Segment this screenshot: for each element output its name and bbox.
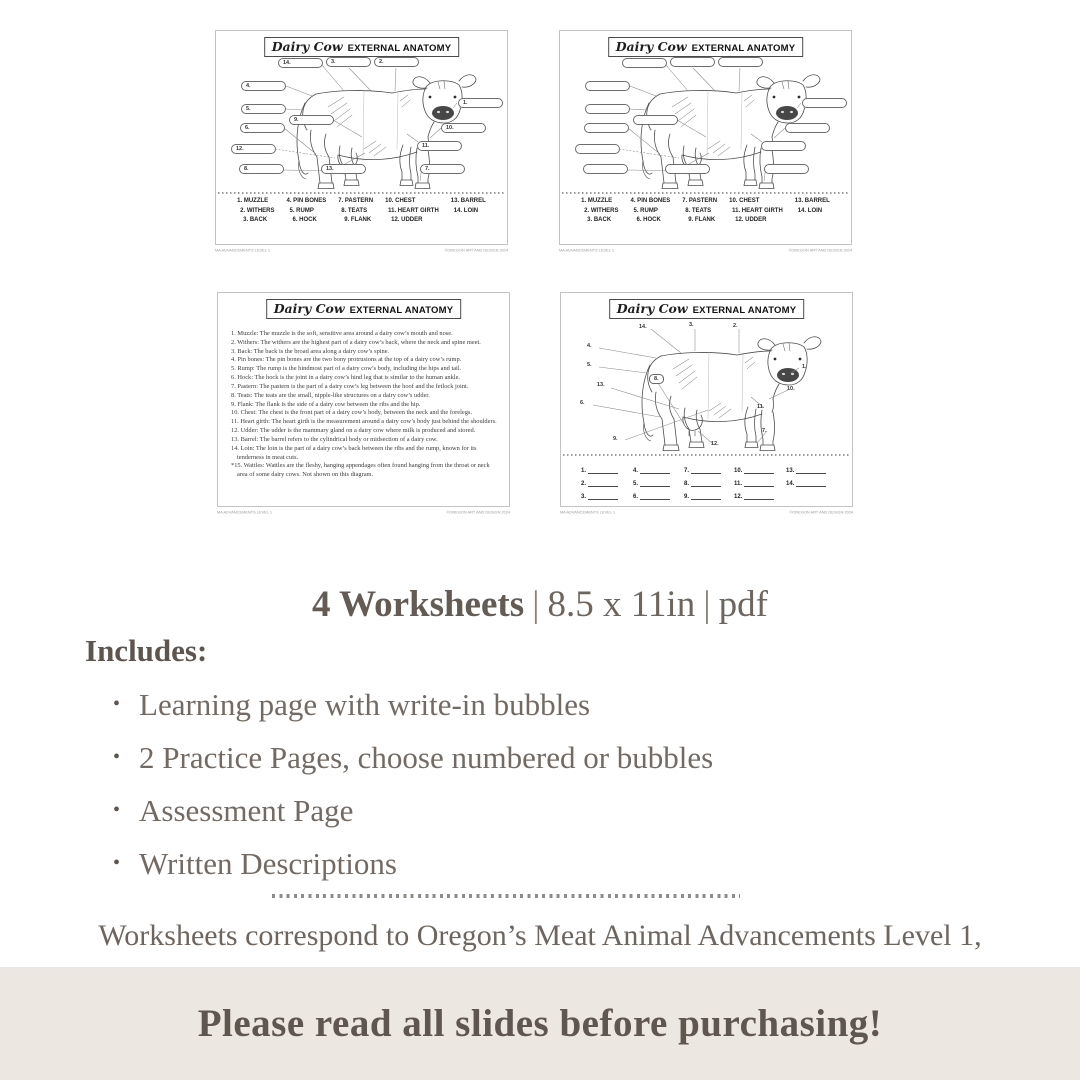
word-item: 10. CHEST	[729, 198, 760, 204]
blank-bubble	[584, 123, 629, 133]
cut-line	[563, 454, 850, 456]
pointer-number: 13.	[597, 382, 605, 388]
footer-left: MA ADVANCEMENTS LEVEL 1	[215, 249, 271, 253]
worksheet-page	[559, 30, 852, 245]
word-item: 7. PASTERN	[338, 198, 374, 204]
answer-number: 6.	[633, 494, 639, 500]
worksheet-title-script: Dairy Cow	[271, 39, 343, 54]
bubble-number: 11.	[422, 143, 430, 149]
bubble-number: 9.	[294, 117, 299, 123]
word-list	[560, 198, 851, 223]
list-item	[113, 793, 1040, 828]
word-item: 10. CHEST	[385, 198, 416, 204]
bubble-number: 10.	[446, 125, 454, 131]
description-item: 6. Hock: The hock is the joint in a dairy cow’s hind leg that is similar to the human ankle.	[231, 374, 461, 382]
word-item: 11. HEART GIRTH	[388, 207, 439, 214]
label-bubble	[240, 123, 285, 133]
label-bubble	[420, 164, 465, 174]
word-item: 14. LOIN	[453, 207, 479, 214]
description-item: 13. Barrel: The barrel refers to the cylindrical body or midsection of a dairy cow.	[231, 435, 438, 443]
footer-left: MA ADVANCEMENTS LEVEL 1	[217, 511, 273, 515]
description-list	[231, 330, 500, 480]
word-item: 2. WITHERS	[584, 207, 619, 214]
blank-bubble	[575, 144, 620, 154]
label-bubble	[374, 57, 419, 67]
label-bubble	[231, 144, 276, 154]
pointer-lines	[593, 329, 799, 444]
bullet-icon: •	[113, 693, 121, 715]
label-bubble	[458, 98, 503, 108]
answer-column	[786, 461, 826, 487]
word-item: 12. UDDER	[391, 217, 423, 223]
word-list	[216, 198, 507, 223]
label-bubble	[326, 57, 371, 67]
worksheet-title	[608, 37, 804, 57]
includes-list	[113, 687, 1040, 899]
answer-column	[684, 461, 721, 500]
word-item: 2. WITHERS	[240, 207, 275, 214]
cut-line	[218, 192, 505, 194]
answer-column	[734, 461, 774, 500]
description-item: 1. Muzzle: The muzzle is the soft, sensitive area around a dairy cow’s mouth and nose.	[231, 330, 453, 337]
word-item: 9. FLANK	[688, 217, 716, 223]
word-item: 13. BARREL	[450, 198, 486, 204]
answer-blank	[640, 467, 670, 474]
answer-blank	[588, 467, 618, 474]
bubble-number: 6.	[245, 125, 250, 131]
worksheet-page	[217, 292, 510, 507]
word-item: 1. MUZZLE	[237, 198, 269, 204]
pointer-number: 5.	[587, 362, 592, 368]
bullet-icon: •	[113, 799, 121, 821]
answer-blank	[588, 493, 618, 500]
answer-blank	[744, 493, 774, 500]
answer-number: 10.	[734, 468, 743, 474]
product-heading	[0, 583, 1080, 626]
blank-bubble	[583, 164, 628, 174]
pointer-number: 9.	[613, 436, 618, 442]
worksheet-page	[215, 30, 508, 245]
bubble-number: 13.	[326, 166, 334, 172]
label-bubble	[321, 164, 366, 174]
bubble-number: 8.	[244, 166, 249, 172]
worksheet-title-caps: EXTERNAL ANATOMY	[347, 43, 452, 54]
footer-right: ©OREGON ART AND DESIGN 2024	[788, 249, 853, 253]
answer-column	[581, 461, 618, 500]
word-item: 8. TEATS	[341, 207, 368, 214]
description-item: 4. Pin bones: The pin bones are the two bony protrusions at the top of a dairy cow’s rump.	[231, 356, 462, 364]
worksheet-title-caps: EXTERNAL ANATOMY	[691, 43, 796, 54]
label-bubble	[441, 123, 486, 133]
list-item-text: Written Descriptions	[139, 846, 397, 881]
label-bubble	[239, 164, 284, 174]
worksheet-title	[266, 299, 462, 319]
dotted-divider	[272, 894, 740, 898]
pointer-number: 2.	[733, 323, 738, 329]
description-item: 5. Rump: The rump is the hindmost part of a dairy cow’s body, including the hips and tail.	[231, 365, 462, 373]
blank-bubble	[802, 98, 847, 108]
heading-divider: |	[532, 584, 540, 625]
worksheet-title-script: Dairy Cow	[273, 301, 345, 316]
word-item: 4. PIN BONES	[286, 198, 327, 204]
bubble-number: 7.	[425, 166, 430, 172]
answer-number: 12.	[734, 494, 743, 500]
word-item: 1. MUZZLE	[581, 198, 613, 204]
word-item: 13. BARREL	[794, 198, 830, 204]
word-item: 5. RUMP	[633, 207, 658, 214]
word-item: 3. BACK	[243, 217, 268, 223]
label-bubble	[289, 115, 334, 125]
word-item: 6. HOCK	[292, 217, 317, 223]
blank-bubble	[670, 57, 715, 67]
pointer-number: 6.	[580, 400, 585, 406]
blank-bubble	[764, 164, 809, 174]
answer-number: 2.	[581, 481, 587, 487]
description-item: *15. Wattles: Wattles are the fleshy, hanging appendages often found hanging from the throat or neck area of some dairy cows. Not shown on this diagram.	[231, 462, 490, 479]
answer-number: 4.	[633, 468, 639, 474]
answer-blank	[796, 467, 826, 474]
word-item: 6. HOCK	[636, 217, 661, 223]
answer-number: 11.	[734, 481, 743, 487]
worksheet-practice-bubbles-numbered	[215, 30, 508, 255]
worksheet-title-caps: EXTERNAL ANATOMY	[349, 305, 454, 316]
description-item: 10. Chest: The chest is the front part of a dairy cow’s body, between the neck and the forelegs.	[231, 409, 472, 417]
worksheet-title-script: Dairy Cow	[616, 301, 688, 316]
answer-number: 8.	[684, 481, 690, 487]
answer-number: 9.	[684, 494, 690, 500]
answer-number: 7.	[684, 468, 690, 474]
list-item	[113, 687, 1040, 722]
answer-blank	[691, 493, 721, 500]
footer-right: ©OREGON ART AND DESIGN 2024	[789, 511, 854, 515]
worksheet-footer	[217, 511, 510, 515]
bubble-number: 5.	[246, 106, 251, 112]
footer-left: MA ADVANCEMENTS LEVEL 1	[560, 511, 616, 515]
list-item-text: Learning page with write-in bubbles	[139, 687, 591, 722]
blank-bubble	[718, 57, 763, 67]
word-item: 8. TEATS	[685, 207, 712, 214]
description-item: 8. Teats: The teats are the small, nipple-like structures on a dairy cow’s udder.	[231, 391, 430, 399]
bubble-number: 1.	[463, 100, 468, 106]
description-item: 7. Pastern: The pastern is the part of a dairy cow’s leg between the hoof and the fetlock joint.	[231, 382, 469, 390]
footer-banner	[0, 967, 1080, 1080]
worksheet-title-script: Dairy Cow	[615, 39, 687, 54]
list-item	[113, 740, 1040, 775]
worksheet-footer	[559, 249, 852, 253]
word-item: 9. FLANK	[344, 217, 372, 223]
file-format: pdf	[718, 584, 768, 625]
blank-bubble	[633, 115, 678, 125]
list-item-text: 2 Practice Pages, choose numbered or bubbles	[139, 740, 714, 775]
worksheet-title	[609, 299, 805, 319]
blank-bubble	[665, 164, 710, 174]
answer-column	[633, 461, 670, 500]
footer-right: ©OREGON ART AND DESIGN 2024	[444, 249, 509, 253]
pointer-number: 1.	[802, 364, 807, 370]
pointer-number: 14.	[639, 324, 647, 330]
pointer-number: 4.	[587, 343, 592, 349]
description-item: 11. Heart girth: The heart girth is the measurement around a dairy cow’s body just behind the shoulders.	[231, 418, 497, 426]
word-item: 7. PASTERN	[682, 198, 718, 204]
blank-bubble	[761, 141, 806, 151]
label-bubble	[278, 58, 323, 68]
worksheet-page	[560, 292, 853, 507]
bubble-number: 14.	[283, 60, 291, 66]
pointer-number: 10.	[787, 386, 795, 392]
pointer-number: 3.	[689, 322, 694, 328]
list-item-text: Assessment Page	[139, 793, 354, 828]
correspondence-note: Worksheets correspond to Oregon’s Meat Animal Advancements Level 1,	[98, 919, 982, 952]
label-bubble	[241, 81, 286, 91]
word-item: 12. UDDER	[735, 217, 767, 223]
answer-blank	[640, 493, 670, 500]
bullet-icon: •	[113, 852, 121, 874]
bubble-number: 3.	[331, 59, 336, 65]
answer-blank	[796, 480, 826, 487]
word-item: 11. HEART GIRTH	[732, 207, 783, 214]
worksheet-title-caps: EXTERNAL ANATOMY	[692, 305, 797, 316]
pointer-number: 12.	[711, 441, 719, 447]
description-item: 12. Udder: The udder is the mammary gland on a dairy cow where milk is produced and stored.	[231, 427, 476, 435]
answer-blank	[744, 467, 774, 474]
description-item: 2. Withers: The withers are the highest part of a dairy cow’s back, where the neck and spine meet.	[231, 338, 481, 346]
word-item: 3. BACK	[587, 217, 612, 223]
description-item: 3. Back: The back is the broad area along a dairy cow’s spine.	[231, 347, 390, 355]
worksheet-footer	[560, 511, 853, 515]
dimensions: 8.5 x 11in	[547, 584, 696, 625]
answer-blank	[744, 480, 774, 487]
bubble-number: 2.	[379, 59, 384, 65]
worksheet-assessment	[560, 292, 853, 517]
bubble-number: 4.	[246, 83, 251, 89]
includes-label: Includes:	[85, 633, 208, 668]
label-bubble	[417, 141, 462, 151]
footer-left: MA ADVANCEMENTS LEVEL 1	[559, 249, 615, 253]
answer-blank	[691, 467, 721, 474]
heading-divider: |	[703, 584, 711, 625]
blank-bubble	[785, 123, 830, 133]
worksheet-written-descriptions	[217, 292, 510, 517]
footer-right: ©OREGON ART AND DESIGN 2024	[446, 511, 511, 515]
answer-number: 5.	[633, 481, 639, 487]
blank-bubble	[585, 104, 630, 114]
answer-number: 1.	[581, 468, 587, 474]
answer-number: 14.	[786, 481, 795, 487]
bullet-icon: •	[113, 746, 121, 768]
answer-blank	[588, 480, 618, 487]
blank-bubble	[622, 58, 667, 68]
blank-bubble	[585, 81, 630, 91]
banner-text: Please read all slides before purchasing!	[197, 1002, 883, 1045]
bubble-number: 12.	[236, 146, 244, 152]
word-item: 14. LOIN	[797, 207, 823, 214]
cut-line	[562, 192, 849, 194]
list-item	[113, 846, 1040, 881]
word-item: 4. PIN BONES	[630, 198, 671, 204]
worksheet-footer	[215, 249, 508, 253]
answer-number: 3.	[581, 494, 587, 500]
pointer-number: 8.	[649, 374, 664, 384]
worksheet-title	[264, 37, 460, 57]
description-item: 9. Flank: The flank is the side of a dairy cow between the ribs and the hip.	[231, 400, 421, 408]
description-item: 14. Loin: The loin is the part of a dairy cow’s back between the ribs and the rump, known for its tenderness in meat cuts.	[231, 444, 477, 461]
answer-number: 13.	[786, 468, 795, 474]
worksheet-practice-bubbles-blank	[559, 30, 852, 255]
answer-blank	[640, 480, 670, 487]
pointer-number: 7.	[762, 428, 767, 434]
pointer-number: 11.	[757, 404, 765, 410]
answer-blank	[691, 480, 721, 487]
label-bubble	[241, 104, 286, 114]
worksheet-count: 4 Worksheets	[312, 584, 525, 625]
word-item: 5. RUMP	[289, 207, 314, 214]
